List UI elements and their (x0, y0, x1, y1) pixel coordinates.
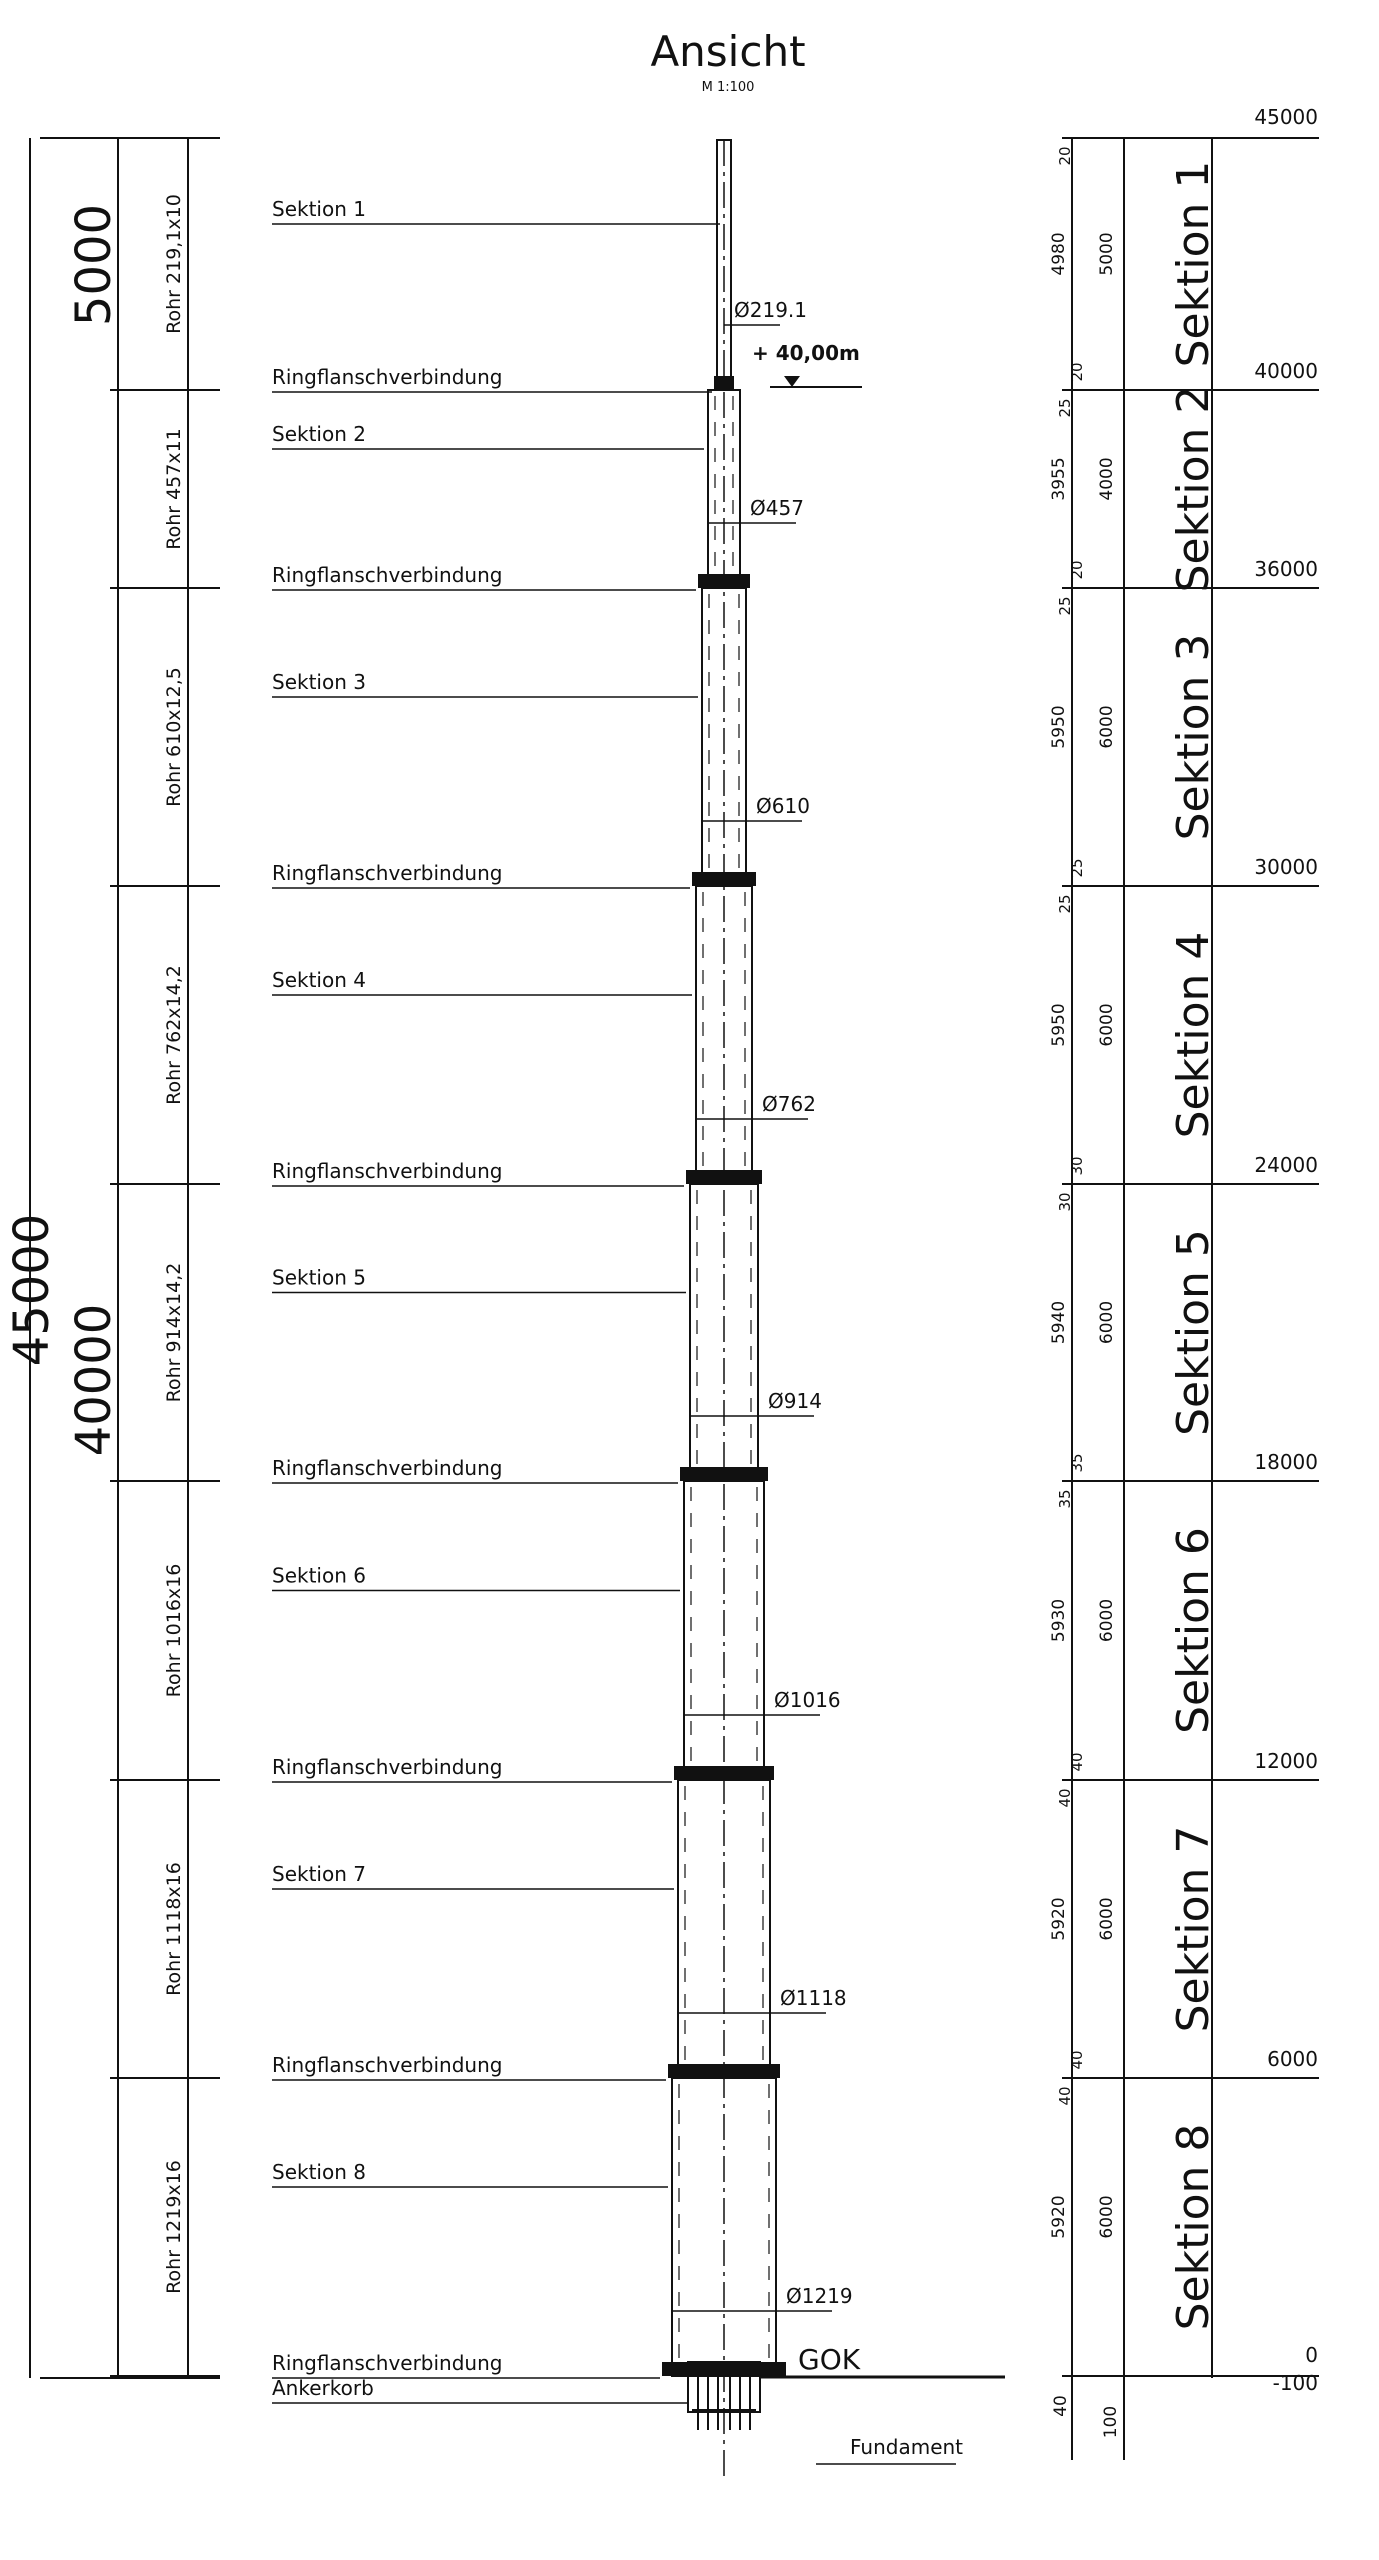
dim-gap-lower: 25 (1068, 858, 1086, 878)
dim-fabricated-length: 4980 (1049, 232, 1069, 276)
dim-gap-lower: 40 (1068, 1752, 1086, 1772)
dim-nominal-length: 4000 (1097, 457, 1117, 501)
flange-label: Ringflanschverbindung (272, 861, 503, 885)
elevation-label: -100 (1272, 2371, 1318, 2395)
right-section-label: Sektion 4 (1168, 931, 1219, 1139)
flange-label: Ringflanschverbindung (272, 1159, 503, 1183)
diameter-label: Ø457 (750, 496, 804, 520)
dim-gap: 20 (1056, 146, 1074, 166)
dim-nominal-length: 6000 (1097, 1897, 1117, 1941)
diameter-label: Ø762 (762, 1092, 816, 1116)
flange-label: Ringflanschverbindung (272, 1456, 503, 1480)
dim-below-ground-left: 40 (1051, 2395, 1071, 2417)
diameter-label: Ø914 (768, 1389, 822, 1413)
pipe-spec-label: Rohr 914x14,2 (163, 1262, 185, 1403)
section-label: Sektion 3 (272, 670, 366, 694)
dim-fabricated-length: 5920 (1049, 1897, 1069, 1941)
section-label: Sektion 7 (272, 1862, 366, 1886)
dim-gap-lower: 30 (1068, 1156, 1086, 1176)
dim-gap: 40 (1056, 2086, 1074, 2106)
dim-gap: 40 (1056, 1788, 1074, 1808)
ring-flange (668, 2064, 780, 2078)
right-section-label: Sektion 2 (1168, 385, 1219, 593)
flange-label: Ringflanschverbindung (272, 2351, 503, 2375)
dim-fabricated-length: 5940 (1049, 1300, 1069, 1345)
diameter-label: Ø1118 (780, 1986, 847, 2010)
elevation-marker-label: + 40,00m (752, 341, 860, 365)
elevation-label: 30000 (1254, 855, 1318, 879)
diameter-label: Ø1016 (774, 1688, 841, 1712)
ring-flange (662, 2362, 786, 2376)
section-label: Sektion 2 (272, 422, 366, 446)
dim-gap-lower: 35 (1068, 1453, 1086, 1473)
flange-label: Ringflanschverbindung (272, 1755, 503, 1779)
diameter-label: Ø1219 (786, 2284, 853, 2308)
dim-total-height: 45000 (4, 1213, 60, 1367)
dim-gap: 25 (1056, 596, 1074, 616)
dim-fabricated-length: 3955 (1049, 457, 1069, 501)
flange-label: Ringflanschverbindung (272, 563, 503, 587)
mast-segments (110, 105, 1319, 2395)
diameter-label: Ø219.1 (734, 298, 807, 322)
dim-fabricated-length: 5950 (1049, 705, 1069, 749)
dim-fabricated-length: 5920 (1049, 2195, 1069, 2239)
right-section-label: Sektion 3 (1168, 633, 1219, 841)
elevation-label: 40000 (1254, 359, 1318, 383)
right-section-label: Sektion 8 (1168, 2123, 1219, 2331)
section-label: Sektion 6 (272, 1563, 366, 1588)
flange-label: Ringflanschverbindung (272, 2053, 503, 2077)
dim-gap: 25 (1056, 398, 1074, 418)
section-label: Sektion 4 (272, 968, 366, 992)
anchor-label: Ankerkorb (272, 2376, 374, 2400)
elevation-label: 12000 (1254, 1749, 1318, 1773)
dim-fabricated-length: 5930 (1049, 1598, 1069, 1643)
ring-flange (692, 872, 756, 886)
elevation-marker (752, 341, 862, 387)
dim-nominal-length: 5000 (1097, 232, 1117, 276)
dim-nominal-length: 6000 (1097, 1598, 1117, 1643)
pipe-spec-label: Rohr 1016x16 (163, 1563, 185, 1698)
pipe-spec-label: Rohr 219,1x10 (163, 194, 185, 334)
ground-label: GOK (798, 2343, 861, 2376)
ring-flange (680, 1467, 768, 1481)
dim-nominal-length: 6000 (1097, 1300, 1117, 1345)
dim-top-part: 5000 (66, 203, 122, 327)
right-section-label: Sektion 5 (1168, 1229, 1219, 1436)
pipe-spec-label: Rohr 1219x16 (163, 2160, 185, 2294)
dim-mast-part: 40000 (66, 1303, 122, 1457)
pipe-spec-label: Rohr 762x14,2 (163, 965, 185, 1105)
section-label: Sektion 1 (272, 197, 366, 221)
pipe-spec-label: Rohr 1118x16 (163, 1862, 185, 1996)
right-section-label: Sektion 1 (1168, 160, 1219, 368)
dim-gap-lower: 20 (1068, 362, 1086, 382)
right-section-label: Sektion 7 (1168, 1825, 1219, 2033)
pipe-spec-label: Rohr 457x11 (163, 428, 185, 550)
elevation-label: 18000 (1254, 1450, 1318, 1474)
elevation-label: 0 (1305, 2343, 1318, 2367)
elevation-label: 36000 (1254, 557, 1318, 581)
foundation-label: Fundament (850, 2435, 964, 2459)
section-label: Sektion 5 (272, 1265, 366, 1290)
elevation-label: 24000 (1254, 1153, 1318, 1177)
section-label: Sektion 8 (272, 2160, 366, 2184)
ring-flange (698, 574, 750, 588)
flange-label: Ringflanschverbindung (272, 365, 503, 389)
diameter-label: Ø610 (756, 794, 810, 818)
dim-gap-lower: 40 (1068, 2050, 1086, 2070)
page-title: Ansicht (650, 27, 806, 76)
dim-gap: 35 (1056, 1489, 1074, 1509)
dim-nominal-length: 6000 (1097, 2195, 1117, 2239)
dim-fabricated-length: 5950 (1049, 1003, 1069, 1047)
scale-note: M 1:100 (701, 80, 755, 95)
elevation-label: 6000 (1267, 2047, 1318, 2071)
right-section-label: Sektion 6 (1168, 1527, 1219, 1734)
dim-below-ground-right: 100 (1101, 2405, 1121, 2439)
dim-nominal-length: 6000 (1097, 705, 1117, 749)
ring-flange (674, 1766, 774, 1780)
dim-gap: 25 (1056, 894, 1074, 914)
ring-flange (686, 1170, 762, 1184)
dim-gap-lower: 20 (1068, 560, 1086, 580)
ring-flange (714, 376, 734, 390)
elevation-label: 45000 (1254, 105, 1318, 129)
dim-gap: 30 (1056, 1192, 1074, 1212)
dim-nominal-length: 6000 (1097, 1003, 1117, 1047)
pipe-spec-label: Rohr 610x12,5 (163, 667, 185, 807)
